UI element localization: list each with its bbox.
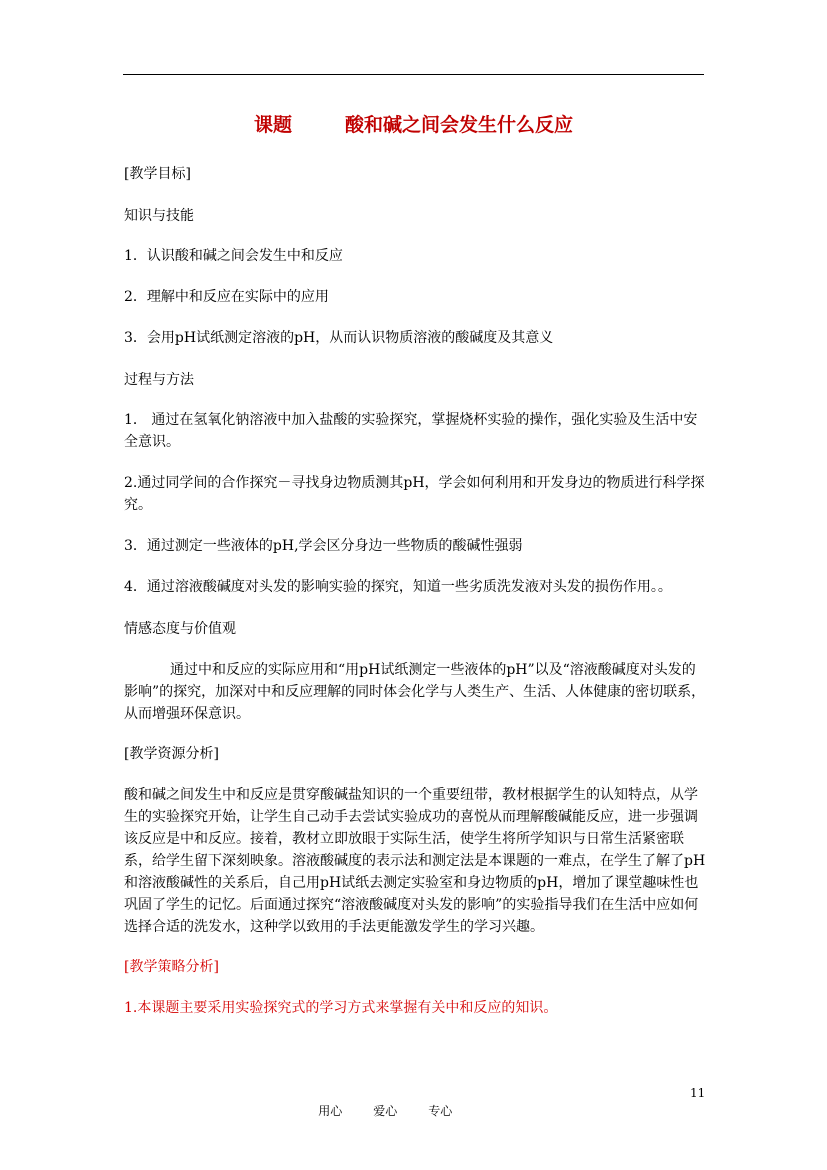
knowledge-item-3: 3．会用pH试纸测定溶液的pH，从而认识物质溶液的酸碱度及其意义 xyxy=(124,330,554,346)
page-title: 课题 酸和碱之间会发生什么反应 xyxy=(254,114,573,136)
emotion-heading: 情感态度与价值观 xyxy=(124,621,236,637)
process-item-3: 3．通过测定一些液体的pH,学会区分身边一些物质的酸碱性强弱 xyxy=(124,538,523,554)
process-item-2: 2.通过同学间的合作探究－寻找身边物质测其pH，学会如何利用和开发身边的物质进行科学探究。 xyxy=(124,475,705,513)
knowledge-item-1: 1．认识酸和碱之间会发生中和反应 xyxy=(124,248,343,264)
footer-motto-1: 用心 xyxy=(318,1104,343,1118)
process-heading: 过程与方法 xyxy=(124,372,194,388)
knowledge-heading: 知识与技能 xyxy=(124,208,194,224)
header-rule xyxy=(123,74,704,75)
footer-motto-2: 爱心 xyxy=(373,1104,398,1118)
process-item-1: 1． 通过在氢氧化钠溶液中加入盐酸的实验探究，掌握烧杯实验的操作，强化实验及生活中安全意识。 xyxy=(124,412,698,450)
footer-motto-3: 专心 xyxy=(428,1104,453,1118)
knowledge-item-2: 2．理解中和反应在实际中的应用 xyxy=(124,289,329,305)
footer-mottos xyxy=(303,1084,483,1138)
resource-paragraph: 酸和碱之间发生中和反应是贯穿酸碱盐知识的一个重要纽带，教材根据学生的认知特点，从学生的实验探究开始，让学生自己动手去尝试实验成功的喜悦从而理解酸碱能反应，进一步强调该反应是中和反应。接着，教材立即放眼于实际生活，使学生将所学知识与日常生活紧密联系，给学生留下深刻映象。溶液酸碱度的表示法和测定法是本课题的一难点，在学生了解了pH和溶液酸碱性的关系后，自己用pH试纸去测定实验室和身边物质的pH，增加了课堂趣味性也巩固了学生的记忆。后面通过探究“溶液酸碱度对头发的影响”的实验指导我们在生活中应如何选择合适的洗发水，这种学以致用的手法更能激发学生的学习兴趣。 xyxy=(124,787,706,935)
page-number: 11 xyxy=(690,1086,706,1100)
resource-heading: [教学资源分析] xyxy=(124,746,219,762)
strategy-item-1: 1.本课题主要采用实验探究式的学习方式来掌握有关中和反应的知识。 xyxy=(124,1000,558,1016)
goals-heading: [教学目标] xyxy=(124,166,191,182)
process-item-4: 4．通过溶液酸碱度对头发的影响实验的探究，知道一些劣质洗发液对头发的损伤作用。。 xyxy=(124,579,672,595)
emotion-paragraph: 通过中和反应的实际应用和“用pH试纸测定一些液体的pH”以及“溶液酸碱度对头发的影响”的探究，加深对中和反应理解的同时体会化学与人类生产、生活、人体健康的密切联系，从而增强环保意识。 xyxy=(124,662,706,722)
strategy-heading: [教学策略分析] xyxy=(124,959,219,975)
